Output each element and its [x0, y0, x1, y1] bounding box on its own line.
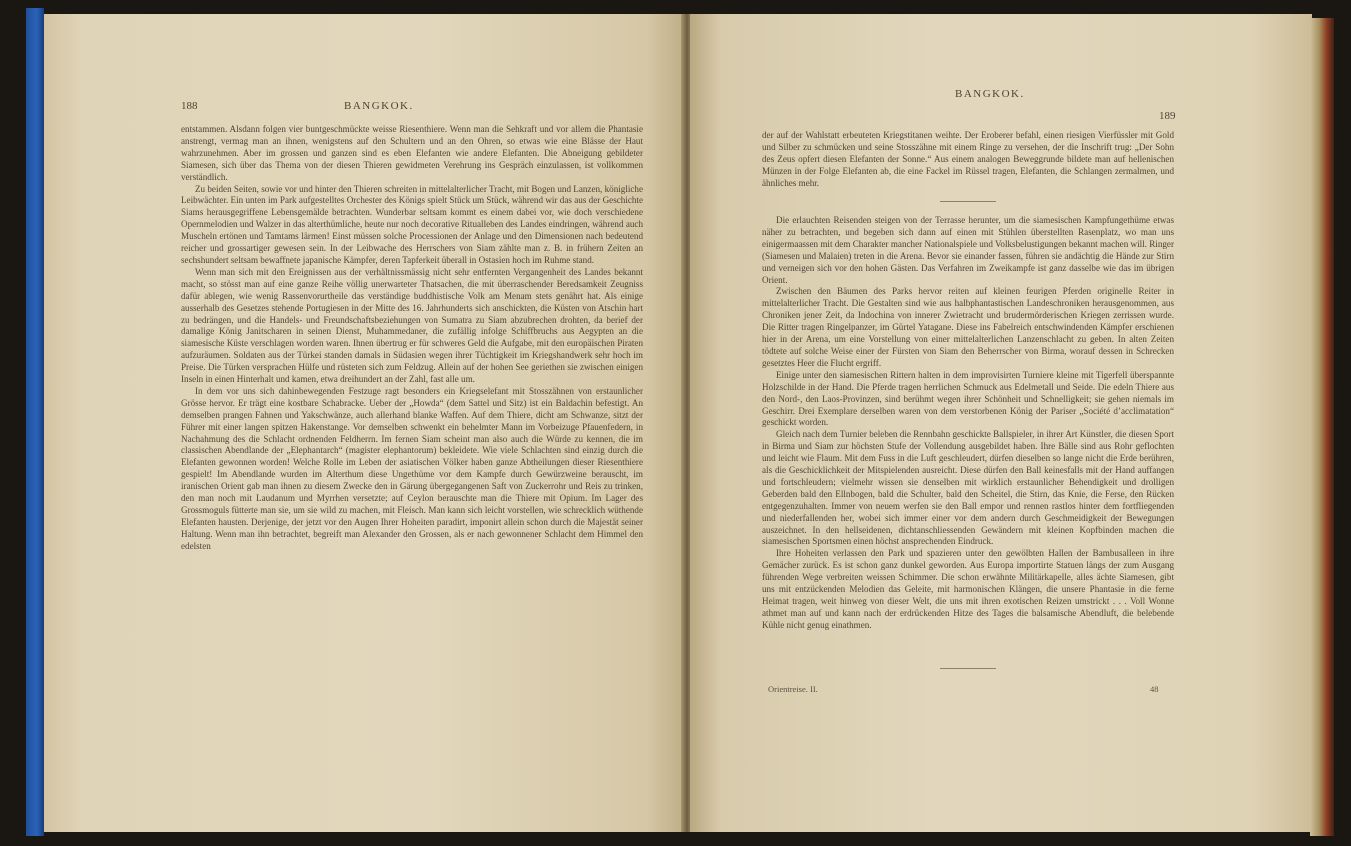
left-body-text [181, 124, 643, 553]
paragraph: Wenn man sich mit den Ereignissen aus der verhältnissmässig nicht sehr entfernten Vergangenheit des Landes bekannt macht, so stösst man auf eine ganze Reihe völlig unerwarteter Thatsachen, die mit überraschender Beredsamkeit Zeugniss dafür ablegen, wie wenig Rassenvorurtheile das verständige buddhistische Volk am Menam stets genährt hat. Als einige ausserhalb des Gesetzes stehende Portugiesen in der Mitte des 16. Jahrhunderts sich anschickten, die Küsten von Atschin hart zu bedrängen, und die Handels- und Freundschaftsbeziehungen von Sumatra zu Siam abzubrechen drohten, da berief der damalige König Janitscharen in seinen Dienst, Muhammedaner, die zufällig infolge Schiffbruchs aus Aegypten an die siamesische Küste verschlagen worden waren. Ihnen übertrug er für schweres Geld die Aufgabe, mit den europäischen Piraten aufzuräumen. Soldaten aus der Türkei standen damals in Südasien wegen ihrer Tüchtigkeit im Kriegshandwerk sehr hoch im Preise. Die Türken versprachen Hülfe und rüsteten sich zum Feldzug. Allein auf der hohen See geriethen sie zwischen einigen Inseln in einen Hinterhalt und kamen, etwa dreihundert an der Zahl, fast alle um. [181, 266, 643, 385]
right-body-text-top [762, 130, 1174, 190]
left-running-head: BANGKOK. [344, 100, 414, 112]
right-page [690, 14, 1312, 832]
paragraph: Ihre Hoheiten verlassen den Park und spazieren unter den gewölbten Hallen der Bambusalleen in ihre Gemächer zurück. Es ist schon ganz dunkel geworden. Aus Europa importirte Statuen längs der zum Ausgang führenden Wege verbreiten weissen Schimmer. Die schon erwähnte Militärkapelle, alles ächte Siamesen, gibt uns mit entzückenden Melodien das Geleite, mit harmonischen Klängen, die unsere Phantasie in die ferne Heimat tragen, weit hinweg von dieser Welt, die uns mit ihren exotischen Reizen umstrickt . . . Voll Wonne athmet man auf und kann nach der erdrückenden Hitze des Tages die balsamische Abendluft, die belebende Kühle nicht genug einathmen. [762, 548, 1174, 630]
end-divider [940, 668, 996, 669]
paragraph: Zu beiden Seiten, sowie vor und hinter den Thieren schreiten in mittelalterlicher Tracht, mit Bogen und Lanzen, königliche Leibwächter. Ein unten im Park aufgestelltes Orchester des Königs spielt Stück um Stück, während wir das aus der Geschichte Siams herausgegriffene Lebensgemälde betrachten. Wunderbar seltsam kommt es einem dabei vor, wie doch verschiedene Opernmelodien und Walzer in das alterthümliche, heute nur noch decorative Ritualleben des Landes eindringen, während auch Muscheln ertönen und Tamtams lärmen! Einst müssen solche Processionen der Anlage und den Dimensionen nach bedeutend reicher und grossartiger gewesen sein. In der Leibwache des Herrschers von Siam zählte man z. B. in frühern Zeiten an sechshundert seltsam bewaffnete japanische Kämpfer, deren Tapferkeit überall in Ostasien hoch im Ruhme stand. [181, 183, 643, 265]
right-body-text-bottom [762, 215, 1174, 632]
section-divider [940, 201, 996, 202]
paragraph: In dem vor uns sich dahinbewegenden Festzuge ragt besonders ein Kriegselefant mit Stosszähnen von erstaunlicher Grösse hervor. Er trägt eine kostbare Schabracke. Ueber der „Howda“ (dem Sattel und Sitz) ist ein Baldachin befestigt. An demselben prangen Fahnen und Yakschwänze, auch allerhand blanke Waffen. Auf dem Thiere, dicht am Schwanze, sitzt der Führer mit einer langen spitzen Hakenstange. Vor demselben schwenkt ein behelmter Mann im Vorbeizuge Pfauenfedern, in Nachahmung des die Schlacht ordnenden Feldherrn. Im fernen Siam scheint man also auch die Würde zu kennen, die im classischen Abendlande der „Elephantarch“ (magister elephantorum) bekleidete. Wie viele Schlachten sind einzig durch die Elefanten gewonnen worden! Welche Rolle im Leben der asiatischen Völker haben ganze Abtheilungen dieser Riesenthiere gespielt! Im Abendlande wurden im Alterthum diese Ungethüme vor dem Kampfe durch Gewürzweine berauscht, im iranischen Orient gab man ihnen zu diesem Zwecke den in Gärung übergegangenen Saft von Zuckerrohr und Reis zu trinken, den man noch mit Laudanum und Myrrhen versetzte; auf Ceylon berauschte man die Thiere mit Opium. Im Lager des Grossmoguls fütterte man sie, um sie wild zu machen, mit Fleisch. Man kann sich leicht vorstellen, wie schrecklich wüthende Elefanten hausten. Derjenige, der jetzt vor den Augen Ihrer Hoheiten paradirt, imponirt allein schon durch die Majestät seiner Haltung. Wenn man ihn betrachtet, begreift man Alexander den Grossen, als er nach gewonnener Schlacht dem Himmel den edelsten [181, 385, 643, 551]
paragraph: Die erlauchten Reisenden steigen von der Terrasse herunter, um die siamesischen Kampfungethüme etwas näher zu betrachten, und begeben sich dann auf einen mit Stühlen überstellten Rasenplatz, wo man uns einigermaassen mit dem Charakter mancher Nationalspiele und Volksbelustigungen bekannt machen will. Ringer (Siamesen und Malaien) treten in die Arena. Bevor sie einander fassen, führen sie andächtig die Hände zur Stirn und verneigen sich vor den hohen Gästen. Das Verfahren im Zweikampfe ist ganz dasselbe wie das im übrigen Orient. [762, 215, 1174, 285]
left-page [44, 14, 684, 832]
sheet-number: 48 [1150, 684, 1159, 694]
paragraph: Gleich nach dem Turnier beleben die Rennbahn geschickte Ballspieler, in ihrer Art Künstler, die diesen Sport in Birma und Siam zur höchsten Stufe der Vollendung ausgebildet haben. Ihre Bälle sind aus Rohr geflochten und leicht wie Flaum. Mit dem Fuss in die Luft geschleudert, dürfen dieselben so lange nicht die Erde berühren, als die Geschicklichkeit der Mitspielenden ausreicht. Diese dürfen den Ball keinesfalls mit der Hand auffangen und fortschleudern; vielmehr wissen sie denselben mit wirklich erstaunlicher Behendigkeit und drolligen Geberden bald den Ellnbogen, bald die Schulter, bald den Scheitel, die Stirn, das Knie, die Ferse, den Rücken entgegenzuhalten. Immer von neuem werfen sie den Ball empor und rennen rastlos hinter dem fortfliegenden und niederfallenden her, wobei sich immer einer vor dem andern durch Geschmeidigkeit der Bewegungen auszeichnet. In den hellseidenen, dichtanschliessenden Gewändern mit kleinen Kopfbinden machen die siamesischen Sportsmen einen höchst ansprechenden Eindruck. [762, 429, 1174, 547]
book-cover-spine [26, 8, 44, 836]
right-page-number: 189 [1159, 110, 1176, 122]
paragraph: der auf der Wahlstatt erbeuteten Kriegstitanen weihte. Der Eroberer befahl, einen riesigen Vierfüssler mit Gold und Silber zu schmücken und seine Stosszähne mit einem Ringe zu versehen, der die Inschrift trug: „Der Sohn des Zeus opfert diesen Elefanten der Sonne.“ Aus einem analogen Beweggrunde bildete man auf hellenischen Münzen in der Folge Elefanten ab, die eine Fackel im Rüssel tragen, Elefanten, die Schlangen zermalmen, und ähnliches mehr. [762, 130, 1174, 188]
page-block-edge [1310, 18, 1334, 836]
paragraph: Zwischen den Bäumen des Parks hervor reiten auf kleinen feurigen Pferden originelle Reiter in mittelalterlicher Tracht. Die Gestalten sind wie aus halbphantastischen Landeschroniken herausgenommen, aus Chroniken jener Zeit, da Indochina von innerer Zwietracht und brudermörderischen Kriegen zerrissen wurde. Die Ritter tragen Ringelpanzer, im Gürtel Yatagane. Diese ins Fabelreich entschwindenden Kämpfer erschienen hier in der Arena, um eine Vorstellung von einer mittelalterlichen Lanzenschlacht zu geben. In alten Zeiten tödtete auf solche Weise einer der Fürsten von Siam den Beherrscher von Birma, worauf dessen in Schrecken gesetztes Heer die Flucht ergriff. [762, 286, 1174, 368]
paragraph: entstammen. Alsdann folgen vier buntgeschmückte weisse Riesenthiere. Wenn man die Sehkraft und vor allem die Phantasie anstrengt, vermag man an ihnen, wenigstens auf den Schultern und an den Ohren, so etwas wie eine Blässe der Haut wahrzunehmen. Aber im grossen und ganzen sind es eben Elefanten wie andere Elefanten. Die Abneigung gebildeter Siamesen, sich über das Thema von der diesen Thieren gewidmeten Verehrung ins Gespräch einzulassen, ist vollkommen verständlich. [181, 124, 643, 182]
left-page-number: 188 [181, 100, 198, 112]
signature-mark: Orientreise. II. [768, 684, 818, 694]
right-running-head: BANGKOK. [955, 88, 1025, 100]
paragraph: Einige unter den siamesischen Rittern halten in dem improvisirten Turniere kleine mit Tigerfell überspannte Holzschilde in der Hand. Die Pferde tragen herrlichen Schmuck aus Edelmetall und Seide. Die edeln Thiere aus den Nord-, den Laos-Provinzen, sind berühmt wegen ihrer Schönheit und Schnelligkeit; sie gehen niemals im Geschirr. Drei Exemplare derselben waren von dem verstorbenen König der Pariser „Société d’acclimatation“ geschickt worden. [762, 369, 1174, 428]
